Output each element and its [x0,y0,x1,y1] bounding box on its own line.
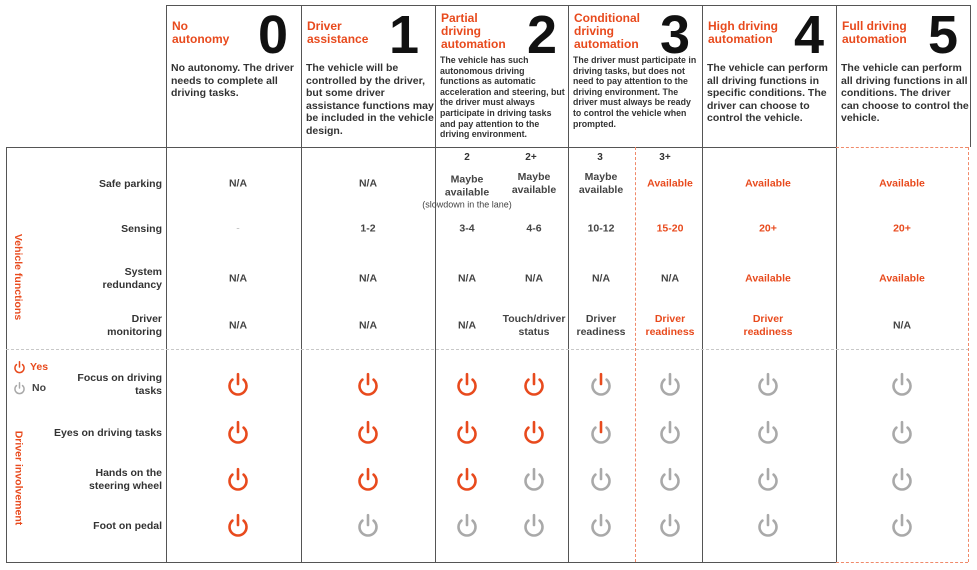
function-row-label [107,313,162,339]
power-on-icon [224,371,252,399]
highlight-bottom-edge [836,562,968,563]
level-title [574,12,640,51]
function-cell: N/A [228,319,248,332]
cell-line: Maybe [584,171,618,183]
row-label-line: Eyes on driving tasks [54,426,162,439]
function-cell: N/A [228,177,248,190]
level-title-line: Driver [307,19,342,33]
function-cell: 4-6 [526,222,542,235]
row-label-line: Safe parking [98,177,162,190]
power-off-icon [888,466,916,494]
cell-line: Maybe [450,173,484,186]
level-description: The vehicle will be controlled by the driver, but some driver assistance functions may be included in the vehicle design. [306,62,434,137]
level-number: 2 [527,5,558,65]
function-cell [579,171,623,197]
sub-level-number: 3+ [659,152,671,163]
function-cell: 20+ [759,222,777,235]
level-number: 0 [258,5,289,65]
cell-line: Driver [585,313,617,325]
function-cell [743,313,792,339]
level-number: 1 [389,5,420,65]
function-cell: 3-4 [459,222,475,235]
level-title-line: assistance [307,32,369,46]
column-divider [166,5,167,562]
row-label-line: Driver [131,313,162,325]
level-title-line: No [172,19,188,33]
cell-line: Driver [752,313,784,325]
column-divider [435,5,436,562]
row-label-line: steering wheel [89,480,162,492]
involvement-row-label [89,467,162,493]
header-top-border [166,5,970,6]
power-off-icon [12,381,27,396]
power-partial-icon [587,371,615,399]
vehicle-functions-label: Vehicle functions [12,233,25,321]
highlight-left-edge [635,147,636,562]
row-label-line: Focus on driving [77,372,162,384]
function-cell: N/A [457,272,477,285]
function-cell: N/A [457,319,477,332]
level-title-line: driving [574,24,615,38]
function-cell: Available [879,177,925,190]
level-title-line: Conditional [574,11,640,25]
cell-note: (slowdown in the lane) [422,199,512,210]
level-title-line: driving [441,24,482,38]
column-divider [702,5,703,562]
sub-level-number: 3 [597,152,603,163]
power-on-icon [453,466,481,494]
power-on-icon [12,360,27,375]
function-cell: 10-12 [587,222,615,235]
level-title [842,20,907,46]
cell-line: readiness [576,326,626,338]
cell-line: readiness [645,326,695,338]
level-title-line: automation [842,32,907,46]
highlight-top-edge [836,147,968,148]
function-cell: N/A [892,319,912,332]
power-on-icon [354,371,382,399]
power-on-icon [224,419,252,447]
level-number: 4 [794,5,825,65]
column-divider [970,5,971,147]
level-description: The vehicle can perform all driving functions in all conditions. The driver can choose to control the vehicle. [841,62,969,124]
cell-line: available [578,184,624,196]
level-title-line: automation [708,32,773,46]
function-cell: Available [745,272,791,285]
function-cell: 1-2 [360,222,376,235]
legend-no-label: No [32,382,46,394]
power-off-icon [656,371,684,399]
level-title-line: autonomy [172,32,230,46]
row-label-line: Hands on the [95,467,162,479]
function-cell: N/A [591,272,611,285]
involvement-row-label [93,520,162,533]
row-labels [0,0,162,570]
function-cell: N/A [358,319,378,332]
power-on-icon [453,419,481,447]
cell-line: readiness [743,326,793,338]
level-number: 3 [660,5,691,65]
function-cell [576,313,625,339]
column-divider [301,5,302,562]
power-on-icon [354,466,382,494]
row-label-line: Sensing [121,222,162,235]
function-cell [503,313,566,339]
cell-line: Touch/driver [502,313,566,325]
cell-line: available [444,186,490,199]
power-partial-icon [587,419,615,447]
power-off-icon [520,466,548,494]
power-on-icon [520,371,548,399]
level-title-line: Full driving [842,19,907,33]
row-label-line: tasks [135,385,162,397]
column-divider [836,5,837,562]
power-off-icon [656,419,684,447]
cell-line: Maybe [517,171,551,183]
function-cell: N/A [228,272,248,285]
cell-line: status [518,326,550,338]
row-label-line: System [124,266,162,278]
function-cell [422,174,512,211]
level-title [172,20,229,46]
function-row-label [99,178,162,191]
power-off-icon [520,512,548,540]
function-cell: Available [745,177,791,190]
function-cell: N/A [524,272,544,285]
level-description: The vehicle can perform all driving functions in specific conditions. The driver can choose to control the vehicle. [707,62,828,124]
power-off-icon [888,371,916,399]
function-cell: Available [879,272,925,285]
function-row-label [121,223,162,236]
level-title-line: Partial [441,11,478,25]
power-on-icon [354,419,382,447]
legend-yes-label: Yes [30,361,49,373]
power-off-icon [354,512,382,540]
power-off-icon [453,512,481,540]
power-off-icon [888,419,916,447]
function-cell [645,313,694,339]
power-off-icon [754,466,782,494]
function-cell [512,171,556,197]
power-on-icon [453,371,481,399]
row-label-line: redundancy [102,279,162,291]
function-cell: 15-20 [656,222,684,235]
level-number: 5 [928,5,959,65]
function-cell: Available [647,177,693,190]
power-on-icon [520,419,548,447]
power-off-icon [656,512,684,540]
involvement-row-label [77,372,162,398]
cell-line: Driver [654,313,686,325]
sub-level-number: 2+ [525,152,537,163]
power-off-icon [754,371,782,399]
column-divider [568,5,569,562]
level-description: The driver must participate in driving tasks, but does not need to pay attention to the driving environment. The driver must always be ready to control the vehicle when prompted. [573,55,697,129]
function-row-label [102,266,162,292]
power-off-icon [587,512,615,540]
cell-line: available [511,184,557,196]
function-cell: - [236,222,240,235]
power-off-icon [656,466,684,494]
power-off-icon [888,512,916,540]
row-label-line: monitoring [107,326,162,338]
highlight-right-edge [968,147,969,562]
level-title [441,12,506,51]
power-off-icon [587,466,615,494]
involvement-row-label [54,427,162,440]
level-title-line: automation [574,37,639,51]
function-cell: N/A [660,272,680,285]
power-off-icon [754,419,782,447]
level-title [307,20,368,46]
power-on-icon [224,512,252,540]
level-description: No autonomy. The driver needs to complete all driving tasks. [171,62,294,99]
function-cell: 20+ [893,222,911,235]
sub-level-number: 2 [464,152,470,163]
level-title-line: automation [441,37,506,51]
level-title-line: High driving [708,19,778,33]
power-off-icon [754,512,782,540]
level-description: The vehicle has such autonomous driving functions as automatic acceleration and steering, but the driver must always participate in driving tasks and pay attention to the driving environment. [440,55,565,140]
function-cell: N/A [358,272,378,285]
function-cell: N/A [358,177,378,190]
row-label-line: Foot on pedal [93,519,162,532]
driver-involvement-label: Driver involvement [11,430,24,526]
level-title [708,20,778,46]
power-on-icon [224,466,252,494]
